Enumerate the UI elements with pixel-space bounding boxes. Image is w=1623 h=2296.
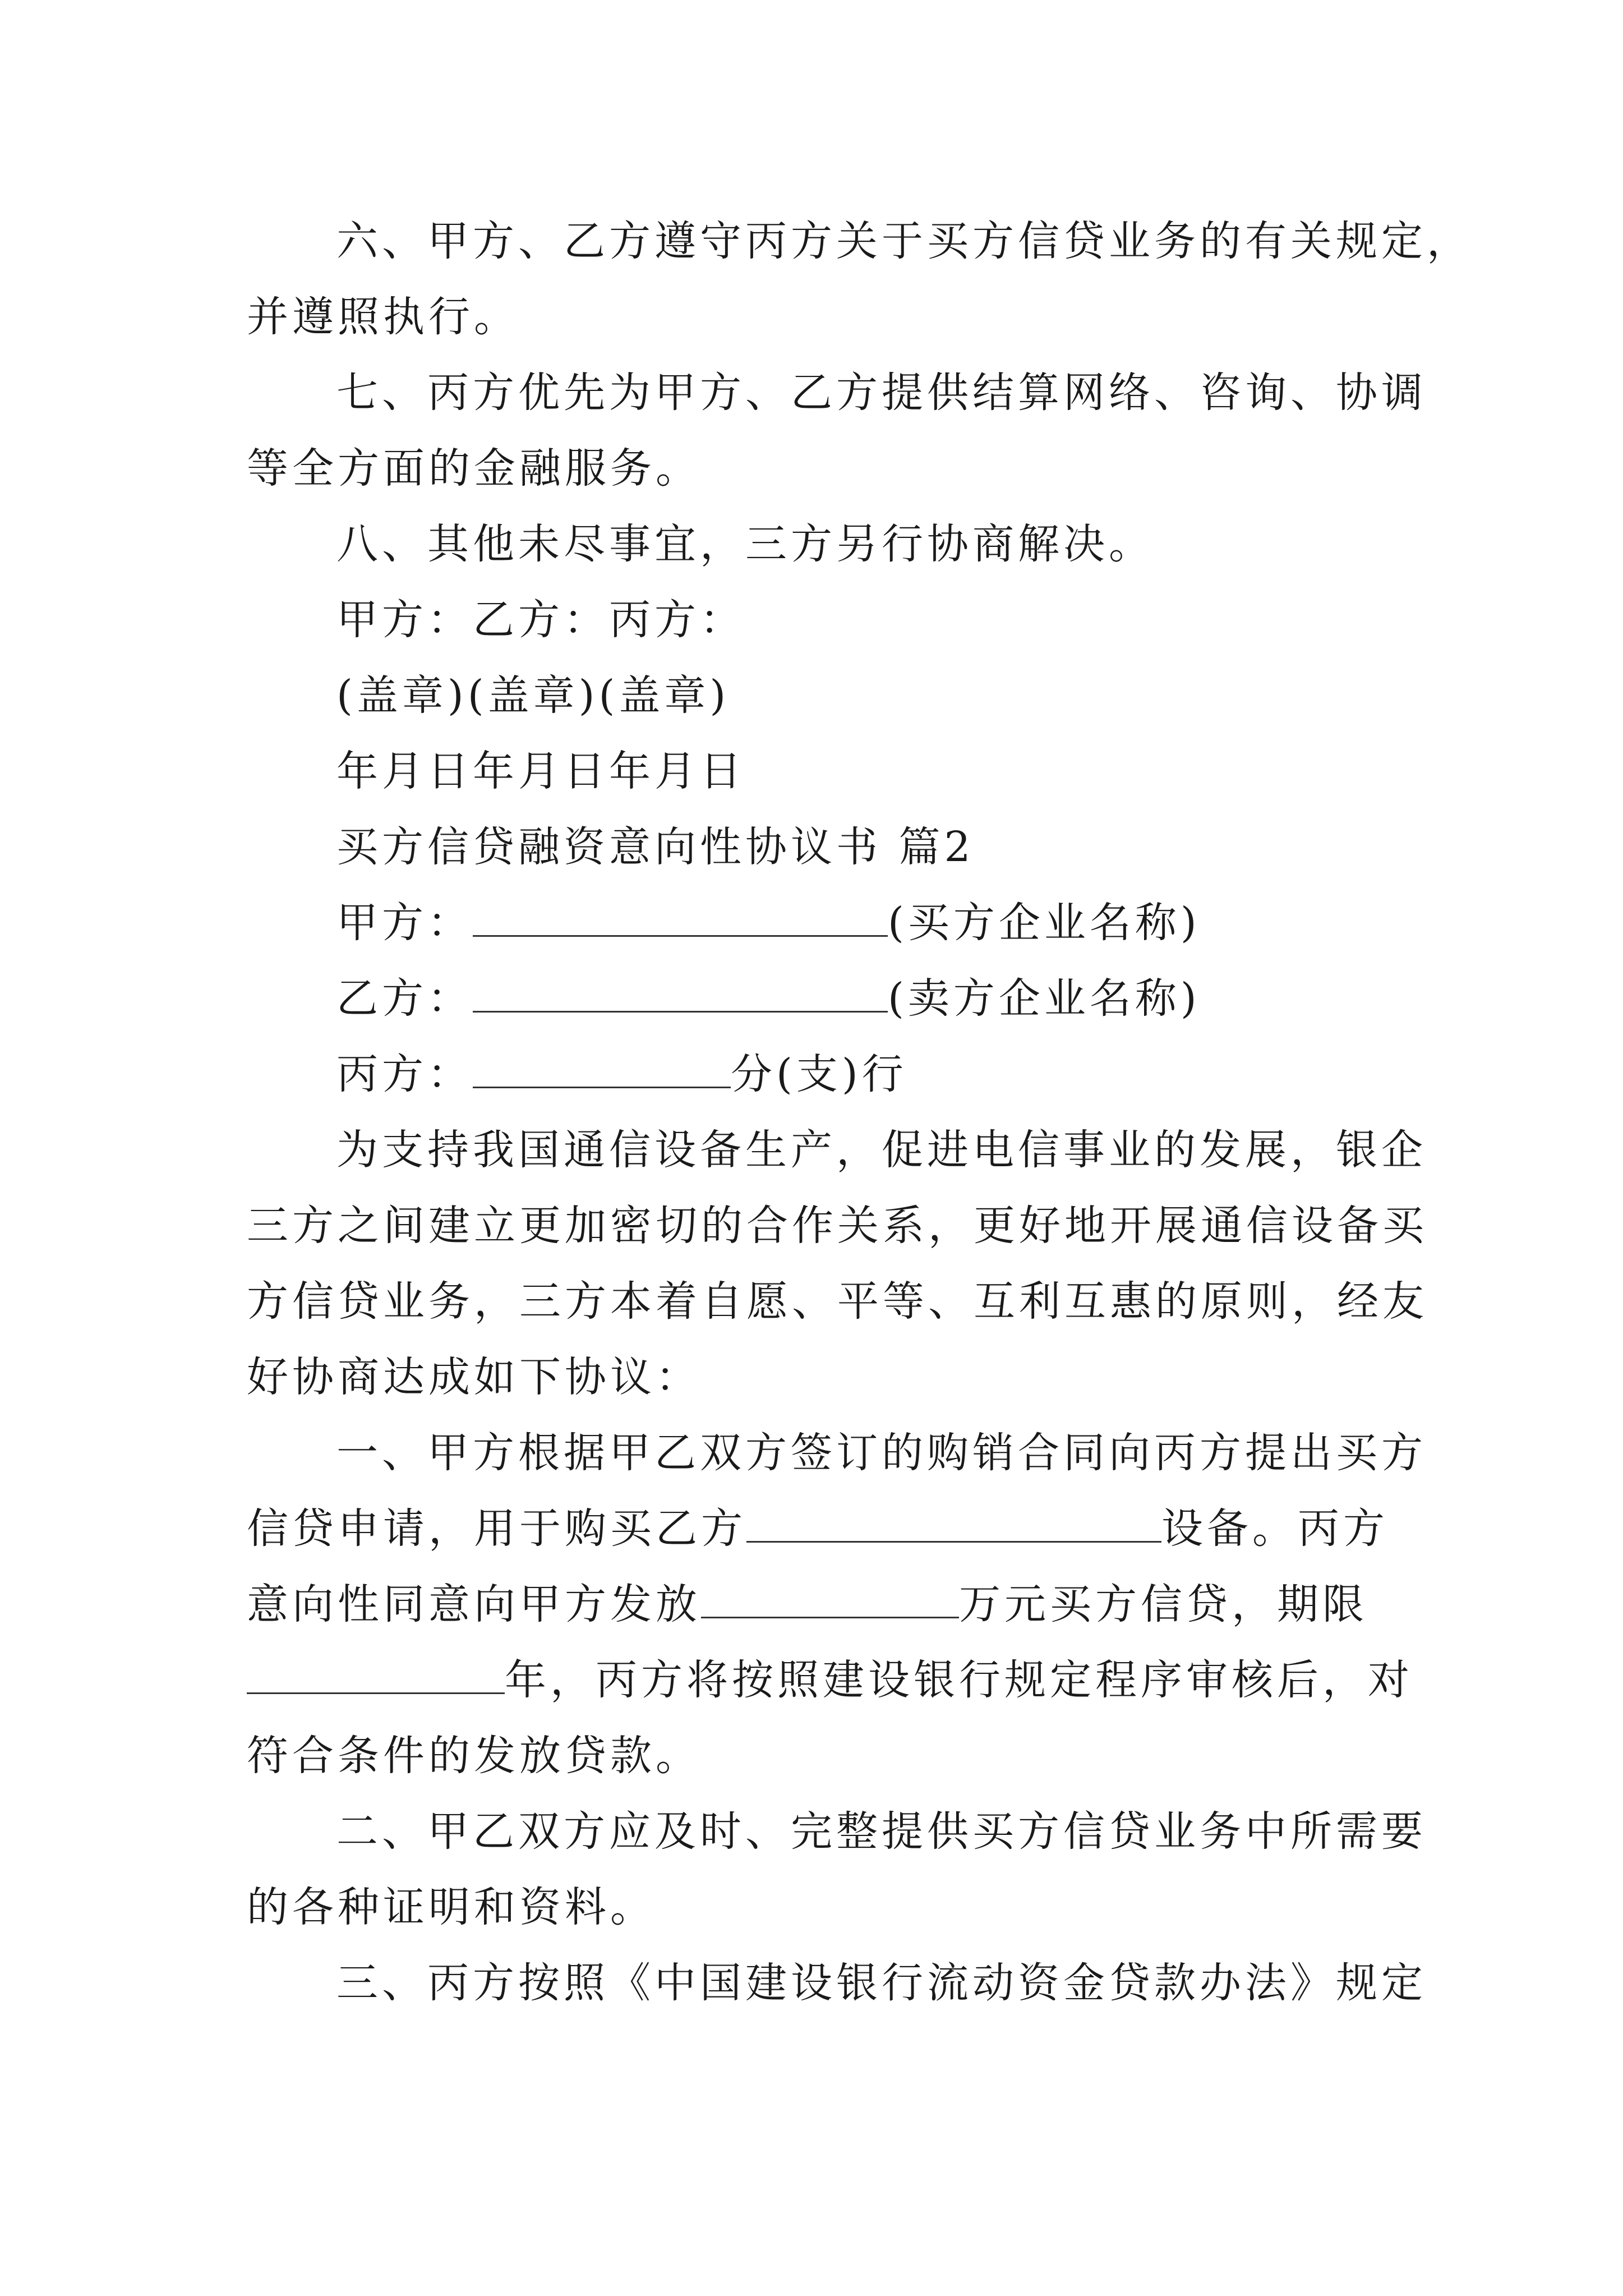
preamble-line-1: 为支持我国通信设备生产，促进电信事业的发展，银企 — [336, 1126, 1427, 1174]
term-blank — [247, 1658, 505, 1694]
party-c-blank — [473, 1052, 731, 1088]
clause-7-line-2: 等全方面的金融服务。 — [247, 444, 701, 493]
signature-seals: (盖章)(盖章)(盖章) — [336, 671, 730, 720]
clause-1-line-3 — [247, 1579, 1368, 1630]
clause-1-line-1: 一、甲方根据甲乙双方签订的购销合同向丙方提出买方 — [336, 1429, 1427, 1477]
party-b-label: 乙方： — [336, 974, 473, 1023]
party-c-label: 丙方： — [336, 1050, 473, 1098]
preamble-line-3: 方信贷业务，三方本着自愿、平等、互利互惠的原则，经友 — [247, 1277, 1428, 1326]
clause-1-line-2-prefix: 信贷申请，用于购买乙方 — [247, 1504, 746, 1553]
signature-dates: 年月日年月日年月日 — [336, 747, 745, 795]
section-title: 买方信贷融资意向性协议书 篇2 — [336, 823, 975, 871]
clause-6-line-2: 并遵照执行。 — [247, 293, 519, 341]
clause-1-line-3-prefix: 意向性同意向甲方发放 — [247, 1580, 701, 1628]
party-b-suffix: (卖方企业名称) — [888, 974, 1201, 1023]
party-a-suffix: (买方企业名称) — [888, 899, 1201, 947]
clause-7-line-1: 七、丙方优先为甲方、乙方提供结算网络、咨询、协调 — [336, 369, 1427, 417]
party-a-line — [336, 898, 1201, 948]
party-c-suffix: 分(支)行 — [731, 1050, 907, 1098]
preamble-line-2: 三方之间建立更加密切的合作关系，更好地开展通信设备买 — [247, 1202, 1428, 1250]
party-a-label: 甲方： — [336, 899, 473, 947]
party-b-line — [336, 973, 1201, 1024]
clause-8: 八、其他未尽事宜，三方另行协商解决。 — [336, 520, 1154, 568]
clause-2-line-2: 的各种证明和资料。 — [247, 1883, 656, 1931]
clause-1-line-2-suffix: 设备。丙方 — [1161, 1504, 1389, 1553]
party-b-blank — [473, 976, 888, 1013]
clause-3-line-1: 三、丙方按照《中国建设银行流动资金贷款办法》规定 — [336, 1959, 1427, 2007]
clause-2-line-1: 二、甲乙双方应及时、完整提供买方信贷业务中所需要 — [336, 1807, 1427, 1856]
clause-1-line-4-suffix: 年，丙方将按照建设银行规定程序审核后，对 — [505, 1656, 1413, 1704]
party-a-blank — [473, 900, 888, 937]
party-c-line — [336, 1049, 907, 1099]
equipment-blank — [746, 1506, 1161, 1543]
signature-parties: 甲方：乙方：丙方： — [336, 596, 745, 644]
clause-6-line-1: 六、甲方、乙方遵守丙方关于买方信贷业务的有关规定， — [336, 217, 1472, 265]
clause-1-line-5: 符合条件的发放贷款。 — [247, 1732, 701, 1780]
preamble-line-4: 好协商达成如下协议： — [247, 1353, 701, 1401]
clause-1-line-4 — [247, 1655, 1413, 1705]
clause-1-line-2 — [247, 1503, 1389, 1554]
clause-1-line-3-suffix: 万元买方信贷，期限 — [959, 1580, 1368, 1628]
amount-blank — [701, 1582, 959, 1618]
